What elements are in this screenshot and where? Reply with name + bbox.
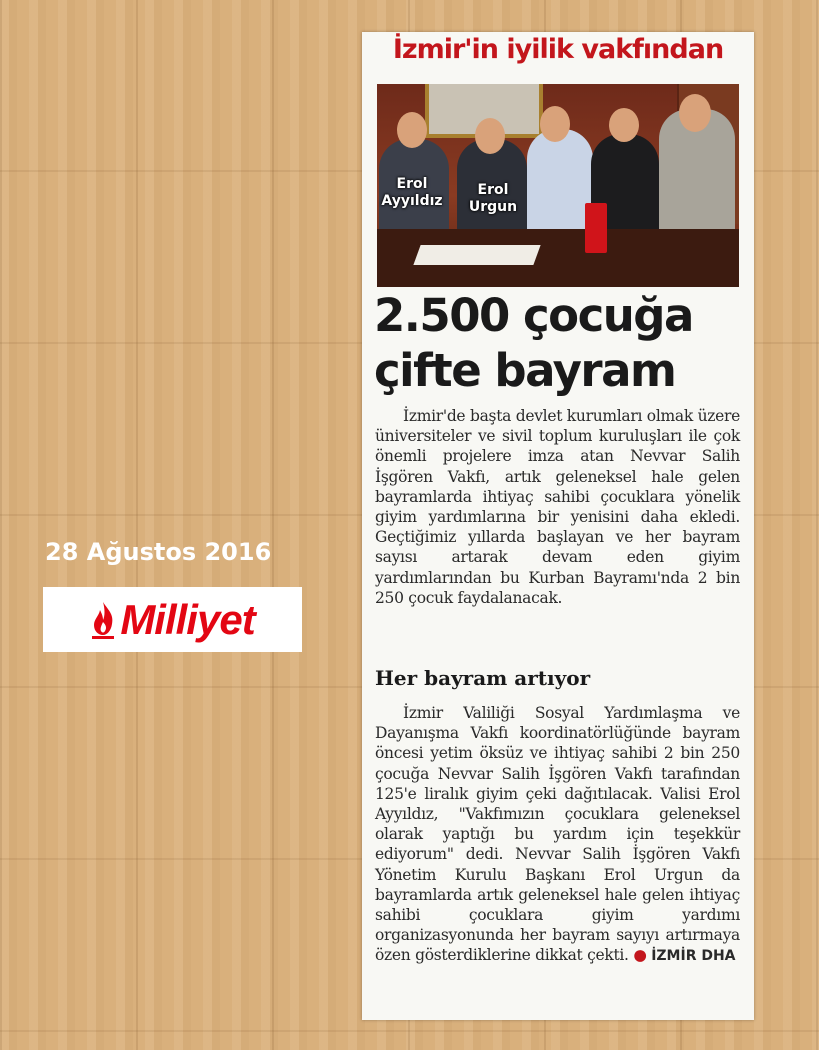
article-body-1: [375, 406, 740, 608]
person-head: [397, 112, 427, 148]
article-kicker: İzmir'in iyilik vakfından: [392, 34, 724, 65]
flame-icon: [90, 600, 116, 640]
bullet-icon: ●: [633, 946, 647, 965]
person-head: [679, 94, 711, 132]
paragraph: İzmir Valiliği Sosyal Yardımlaşma ve Dayanışma Vakfı koordinatörlüğünde bayram öncesi yetim öksüz ve ihtiyaç sahibi 2 bin 250 çocuğa Nevvar Salih İşgören Vakfı tarafından 125'e liralık giyim çeki dağıtılacak. Valisi Erol Ayyıldız, "Vakfımızın çocuklara geleneksel olarak yaptığı bu yardım için teşekkür ediyorum" dedi. Nevvar Salih İşgören Vakfı Yönetim Kurulu Başkanı Erol Urgun da bayramlarda artık geleneksel hale gelen ihtiyaç sahibi çocuklara giyim yardımı organizasyonunda her bayram sayıyı artırmaya özen gösterdiklerine dikkat çekti.: [375, 704, 740, 965]
publication-date: 28 Ağustos 2016: [45, 538, 272, 566]
signing-paper: [413, 245, 540, 265]
paragraph: İzmir'de başta devlet kurumları olmak üzere üniversiteler ve sivil toplum kuruluşları ile çok önemli projelere imza atan Nevvar Salih İşgören Vakfı, artık geleneksel hale gelen bayramlarda ihtiyaç sahibi çocuklara yönelik giyim yardımlarına bir yenisini daha ekledi. Geçtiğimiz yıllarda başlayan ve her bayram sayısı artarak devam eden giyim yardımlarından bu Kurban Bayramı'nda 2 bin 250 çocuk faydalanacak.: [375, 407, 740, 607]
article-subheading: Her bayram artıyor: [375, 666, 591, 690]
photo-caption: Erol Urgun: [468, 182, 518, 215]
byline: İZMİR DHA: [651, 948, 736, 965]
article-body-2: [375, 703, 740, 967]
newspaper-clipping: [362, 32, 754, 1020]
person-head: [540, 106, 570, 142]
person-head: [609, 108, 639, 142]
article-headline: 2.500 çocuğa çifte bayram: [374, 289, 693, 397]
person-head: [475, 118, 505, 154]
logo-text: Milliyet: [120, 595, 255, 643]
article-photo: [377, 84, 739, 287]
newspaper-logo: [43, 587, 302, 652]
flag: [585, 203, 607, 253]
photo-caption: Erol Ayyıldız: [381, 176, 443, 209]
